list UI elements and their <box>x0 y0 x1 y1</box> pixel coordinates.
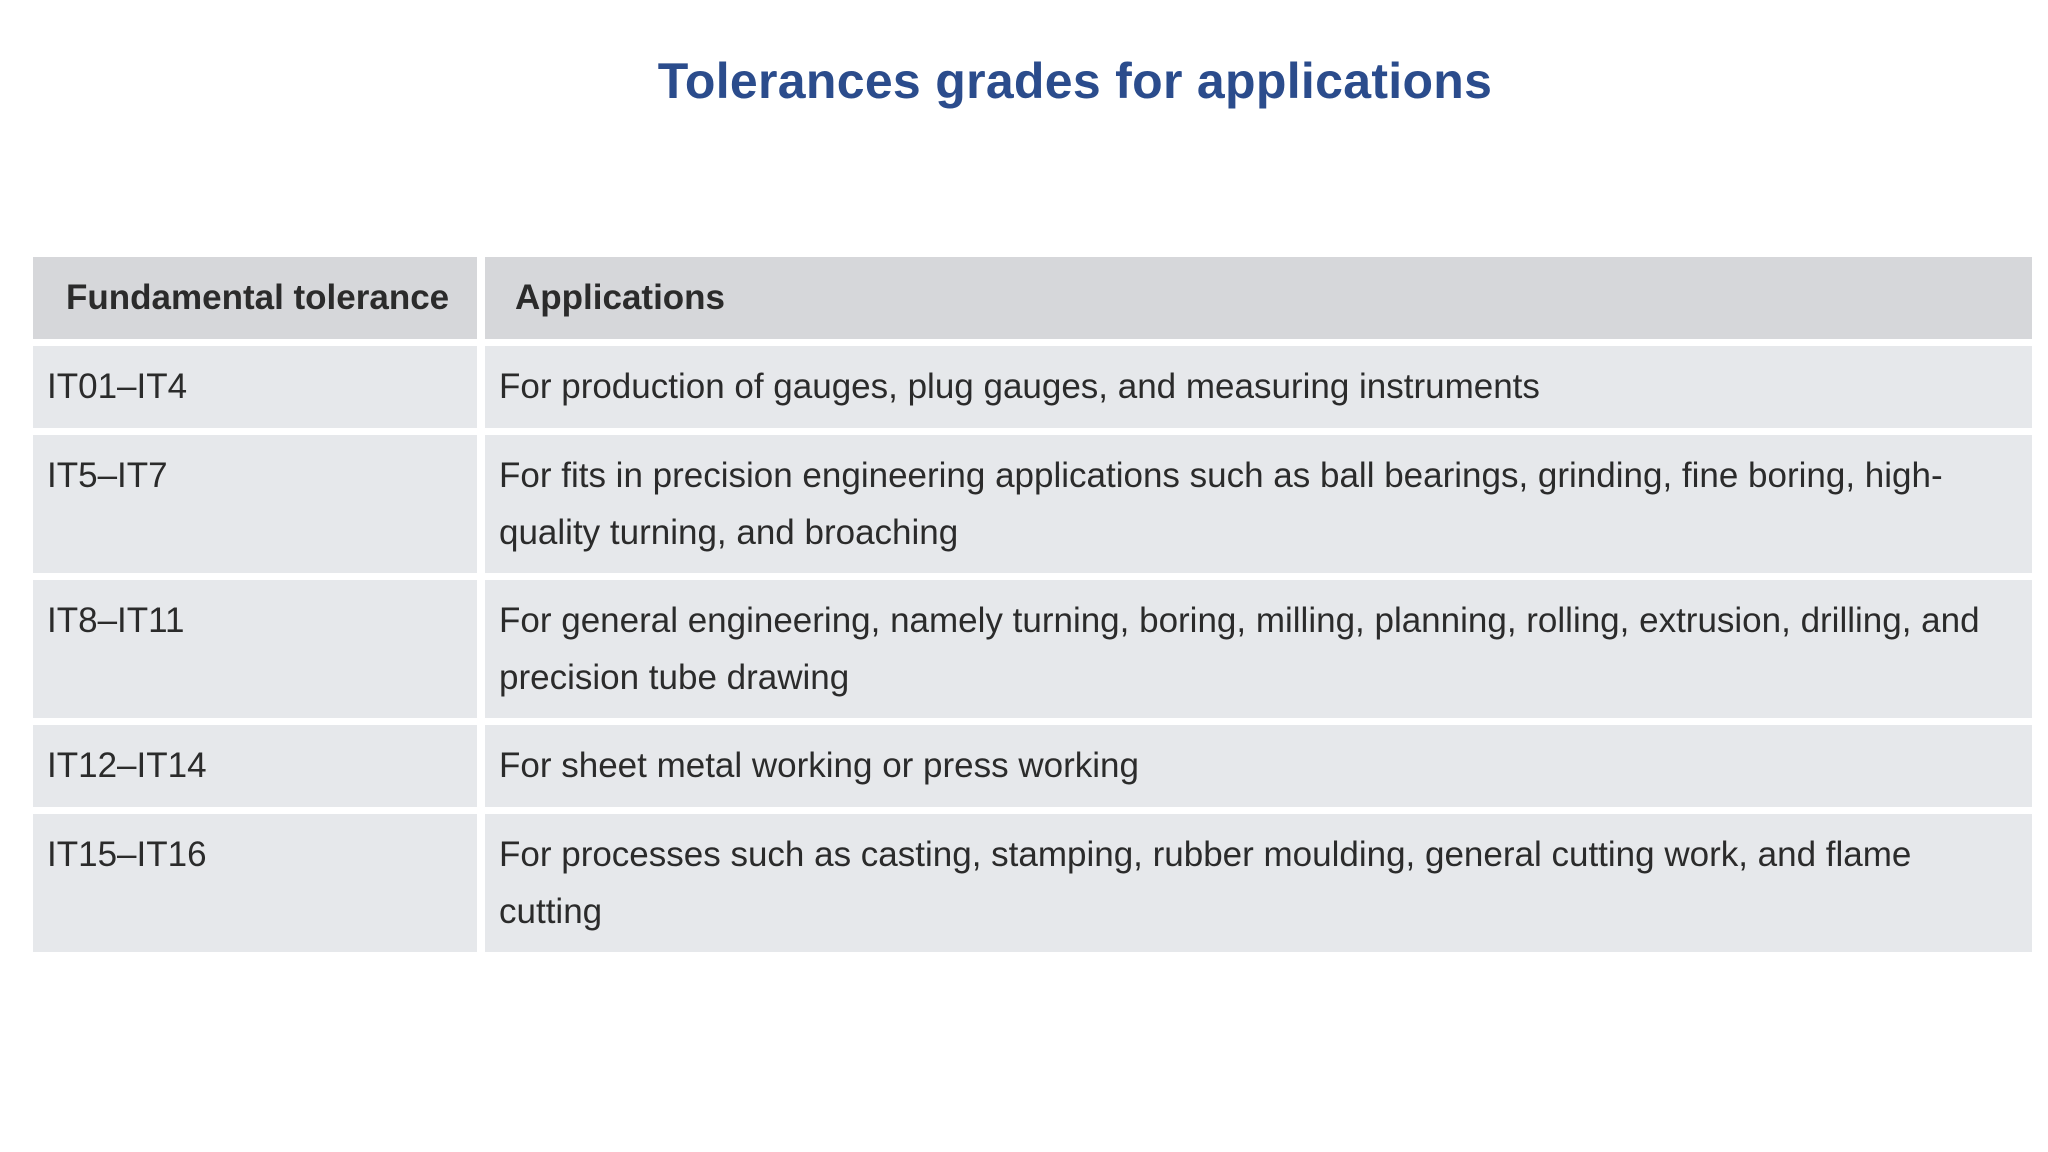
grade-cell: IT5–IT7 <box>33 435 477 573</box>
column-header-fundamental-tolerance: Fundamental tolerance <box>33 257 477 339</box>
table-row <box>33 346 2032 428</box>
application-cell: For general engineering, namely turning, boring, milling, planning, rolling, extrusion, drilling, and precision tube drawing <box>485 580 2032 718</box>
application-cell: For processes such as casting, stamping, rubber moulding, general cutting work, and flame cutting <box>485 814 2032 952</box>
grade-cell: IT8–IT11 <box>33 580 477 718</box>
table-row <box>33 725 2032 807</box>
tolerance-table <box>25 250 2040 959</box>
table-header-row <box>33 257 2032 339</box>
application-cell: For sheet metal working or press working <box>485 725 2032 807</box>
grade-cell: IT01–IT4 <box>33 346 477 428</box>
table-row <box>33 814 2032 952</box>
table-row <box>33 435 2032 573</box>
table-row <box>33 580 2032 718</box>
page-title: Tolerances grades for applications <box>657 53 1493 109</box>
grade-cell: IT12–IT14 <box>33 725 477 807</box>
application-cell: For fits in precision engineering applications such as ball bearings, grinding, fine boring, high-quality turning, and broaching <box>485 435 2032 573</box>
column-header-applications: Applications <box>485 257 2032 339</box>
grade-cell: IT15–IT16 <box>33 814 477 952</box>
application-cell: For production of gauges, plug gauges, and measuring instruments <box>485 346 2032 428</box>
